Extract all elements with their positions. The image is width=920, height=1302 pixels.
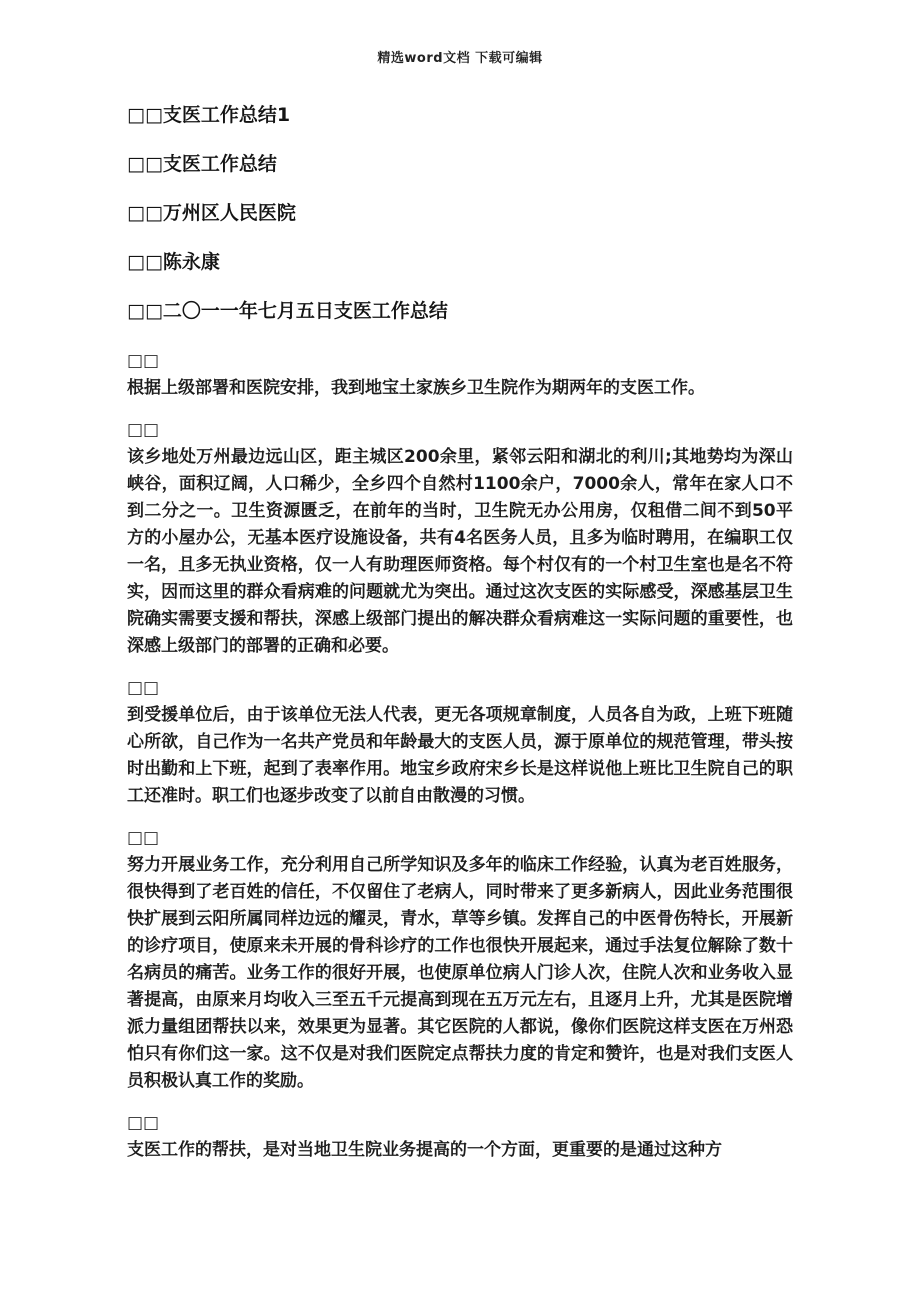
paragraph-1 (127, 348, 793, 402)
paragraph-4 (127, 825, 793, 1095)
paragraph-5 (127, 1110, 793, 1164)
indent-marker: □□ (127, 351, 160, 371)
paragraph-3 (127, 675, 793, 810)
paragraph-text: 根据上级部署和医院安排，我到地宝土家族乡卫生院作为期两年的支医工作。 (127, 378, 705, 398)
indent-marker: □□ (127, 420, 160, 440)
title-line-5: □□二〇一一年七月五日支医工作总结 (127, 300, 448, 322)
paragraph-text: 到受援单位后，由于该单位无法人代表，更无各项规章制度，人员各自为政，上班下班随心所欲，自己作为一名共产党员和年龄最大的支医人员，源于原单位的规范管理，带头按时出勤和上下班，起到了表率作用。地宝乡政府宋乡长是这样说他上班比卫生院自己的职工还准时。职工们也逐步改变了以前自由散漫的习惯。 (127, 705, 793, 806)
indent-marker: □□ (127, 828, 160, 848)
paragraph-text: 努力开展业务工作，充分利用自己所学知识及多年的临床工作经验，认真为老百姓服务，很快得到了老百姓的信任，不仅留住了老病人，同时带来了更多新病人，因此业务范围很快扩展到云阳所属同样边远的耀灵，青水，草等乡镇。发挥自己的中医骨伤特长，开展新的诊疗项目，使原来未开展的骨科诊疗的工作也很快开展起来，通过手法复位解除了数十名病员的痛苦。业务工作的很好开展，也使原单位病人门诊人次，住院人次和业务收入显著提高，由原来月均收入三至五千元提高到现在五万元左右，且逐月上升，尤其是医院增派力量组团帮扶以来，效果更为显著。其它医院的人都说，像你们医院这样支医在万州恐怕只有你们这一家。这不仅是对我们医院定点帮扶力度的肯定和赞许，也是对我们支医人员积极认真工作的奖励。 (127, 855, 793, 1091)
indent-marker: □□ (127, 1113, 160, 1133)
paragraph-text: 该乡地处万州最边远山区，距主城区200余里，紧邻云阳和湖北的利川;其地势均为深山峡谷，面积辽阔，人口稀少，全乡四个自然村1100余户，7000余人，常年在家人口不到二分之一。卫生资源匮乏，在前年的当时，卫生院无办公用房，仅租借二间不到50平方的小屋办公，无基本医疗设施设备，共有4名医务人员，且多为临时聘用，在编职工仅一名，且多无执业资格，仅一人有助理医师资格。每个村仅有的一个村卫生室也是名不符实，因而这里的群众看病难的问题就尤为突出。通过这次支医的实际感受，深感基层卫生院确实需要支援和帮扶，深感上级部门提出的解决群众看病难这一实际问题的重要性，也深感上级部门的部署的正确和必要。 (127, 447, 793, 656)
title-line-2: □□支医工作总结 (127, 153, 277, 175)
paragraph-2 (127, 417, 793, 660)
title-line-1: □□支医工作总结1 (127, 104, 291, 126)
paragraph-text: 支医工作的帮扶，是对当地卫生院业务提高的一个方面，更重要的是通过这种方 (127, 1140, 722, 1160)
title-line-3: □□万州区人民医院 (127, 202, 296, 224)
title-line-4: □□陈永康 (127, 251, 220, 273)
watermark-header: 精选word文档 下载可编辑 (377, 51, 543, 66)
document-body (127, 103, 793, 1179)
indent-marker: □□ (127, 678, 160, 698)
